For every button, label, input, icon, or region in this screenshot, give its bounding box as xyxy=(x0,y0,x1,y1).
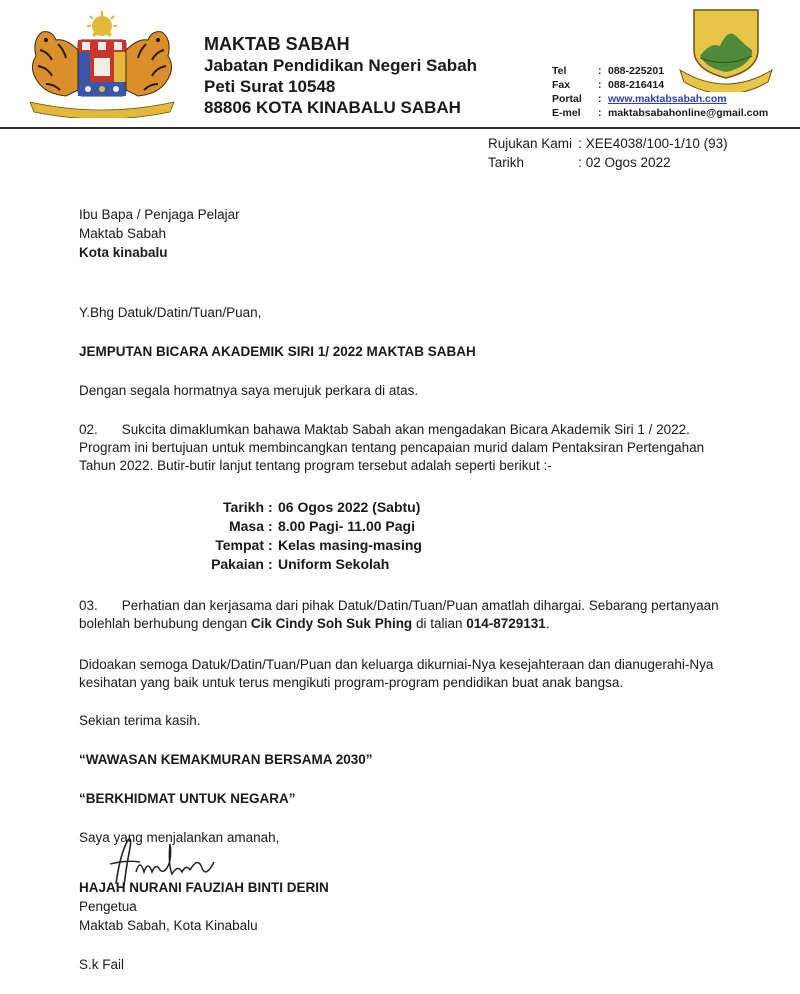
email-value: maktabsabahonline@gmail.com xyxy=(608,107,769,119)
letter-date: 02 Ogos 2022 xyxy=(585,155,671,170)
event-attire: Uniform Sekolah xyxy=(278,556,390,572)
detail-row-venue: Tempat : Kelas masing-masing xyxy=(215,537,422,553)
contact-row-tel: Tel : 088-225201 xyxy=(552,65,665,77)
contact-row-portal: Portal : www.maktabsabah.com xyxy=(552,93,727,105)
contact-person: Cik Cindy Soh Suk Phing xyxy=(250,616,413,631)
detail-row-date: Tarikh : 06 Ogos 2022 (Sabtu) xyxy=(223,499,421,515)
contact-row-fax: Fax : 088-216414 xyxy=(552,79,665,91)
postcode-city: 88806 KOTA KINABALU SABAH xyxy=(204,98,461,117)
contact-label: Portal xyxy=(552,93,582,105)
paragraph-02-line-1: 02. Sukcita dimaklumkan bahawa Maktab Sabah akan mengadakan Bicara Akademik Siri 1 / 2022. xyxy=(79,422,690,437)
event-time: 8.00 Pagi- 11.00 Pagi xyxy=(278,518,415,534)
reference-block xyxy=(488,134,728,172)
event-date: 06 Ogos 2022 (Sabtu) xyxy=(278,499,421,515)
opening-line: Dengan segala hormatnya saya merujuk perkara di atas. xyxy=(79,383,419,398)
reference-label: Rujukan Kami xyxy=(488,136,573,151)
letterhead-divider xyxy=(0,127,800,129)
paragraph-02-line-3: Tahun 2022. Butir-butir lanjut tentang program tersebut adalah seperti berikut :- xyxy=(79,458,552,473)
po-box: Peti Surat 10548 xyxy=(204,77,336,96)
detail-row-attire: Pakaian : Uniform Sekolah xyxy=(211,556,390,572)
event-venue: Kelas masing-masing xyxy=(278,537,422,553)
contact-label: Tel xyxy=(552,65,567,77)
paragraph-03 xyxy=(79,597,739,633)
date-label: Tarikh xyxy=(488,155,525,170)
reference-row: Rujukan Kami : XEE4038/100-1/10 (93) xyxy=(488,136,728,151)
wishes-paragraph xyxy=(79,656,739,692)
portal-link[interactable]: www.maktabsabah.com xyxy=(608,93,727,105)
coat-of-arms-logo xyxy=(22,10,182,118)
school-badge-logo xyxy=(676,6,776,92)
event-details xyxy=(206,498,422,574)
wishes-line-1: Didoakan semoga Datuk/Datin/Tuan/Puan dan keluarga dikurniai-Nya kesejahteraan dan dianugerahi-Nya xyxy=(79,657,714,672)
paragraph-02 xyxy=(79,421,739,475)
paragraph-number: 03. xyxy=(79,598,98,613)
school-address-block xyxy=(204,34,477,118)
paragraph-02-line-2: Program ini bertujuan untuk membincangkan tentang pencapaian murid dalam Pentaksiran Pertengahan xyxy=(79,440,705,455)
reference-number: XEE4038/100-1/10 (93) xyxy=(585,136,728,151)
salutation: Y.Bhg Datuk/Datin/Tuan/Puan, xyxy=(79,305,262,320)
contact-row-email: E-mel : maktabsabahonline@gmail.com xyxy=(552,107,769,119)
contact-label: E-mel xyxy=(552,107,581,119)
contact-phone: 014-8729131 xyxy=(466,616,546,631)
recipient-line-1: Ibu Bapa / Penjaga Pelajar xyxy=(79,207,240,222)
tel-value: 088-225201 xyxy=(608,65,665,77)
recipient-line-3: Kota kinabalu xyxy=(79,245,168,260)
contact-label: Fax xyxy=(552,79,571,91)
slogan-1: “WAWASAN KEMAKMURAN BERSAMA 2030” xyxy=(79,752,373,767)
signatory-name: HAJAH NURANI FAUZIAH BINTI DERIN xyxy=(79,880,329,895)
paragraph-03-line-1: 03. Perhatian dan kerjasama dari pihak Datuk/Datin/Tuan/Puan amatlah dihargai. Sebarang pertanyaan xyxy=(79,598,719,613)
signatory-organisation: Maktab Sabah, Kota Kinabalu xyxy=(79,918,258,933)
signatory-title: Pengetua xyxy=(79,899,137,914)
fax-value: 088-216414 xyxy=(608,79,665,91)
date-row: Tarikh : 02 Ogos 2022 xyxy=(488,155,671,170)
letter-subject: JEMPUTAN BICARA AKADEMIK SIRI 1/ 2022 MAKTAB SABAH xyxy=(79,344,476,359)
detail-row-time: Masa : 8.00 Pagi- 11.00 Pagi xyxy=(228,518,415,534)
school-name: MAKTAB SABAH xyxy=(204,34,350,54)
paragraph-03-line-2: bolehlah berhubung dengan Cik Cindy Soh Suk Phing di talian 014-8729131. xyxy=(79,616,550,631)
closing-line: Saya yang menjalankan amanah, xyxy=(79,830,280,845)
paragraph-number: 02. xyxy=(79,422,98,437)
department-name: Jabatan Pendidikan Negeri Sabah xyxy=(204,56,478,75)
thanks-line: Sekian terima kasih. xyxy=(79,713,201,728)
slogan-2: “BERKHIDMAT UNTUK NEGARA” xyxy=(79,791,296,806)
carbon-copy: S.k Fail xyxy=(79,957,125,972)
recipient-line-2: Maktab Sabah xyxy=(79,226,167,241)
wishes-line-2: kesihatan yang baik untuk terus mengikuti program-program pendidikan buat anak bangsa. xyxy=(79,675,624,690)
